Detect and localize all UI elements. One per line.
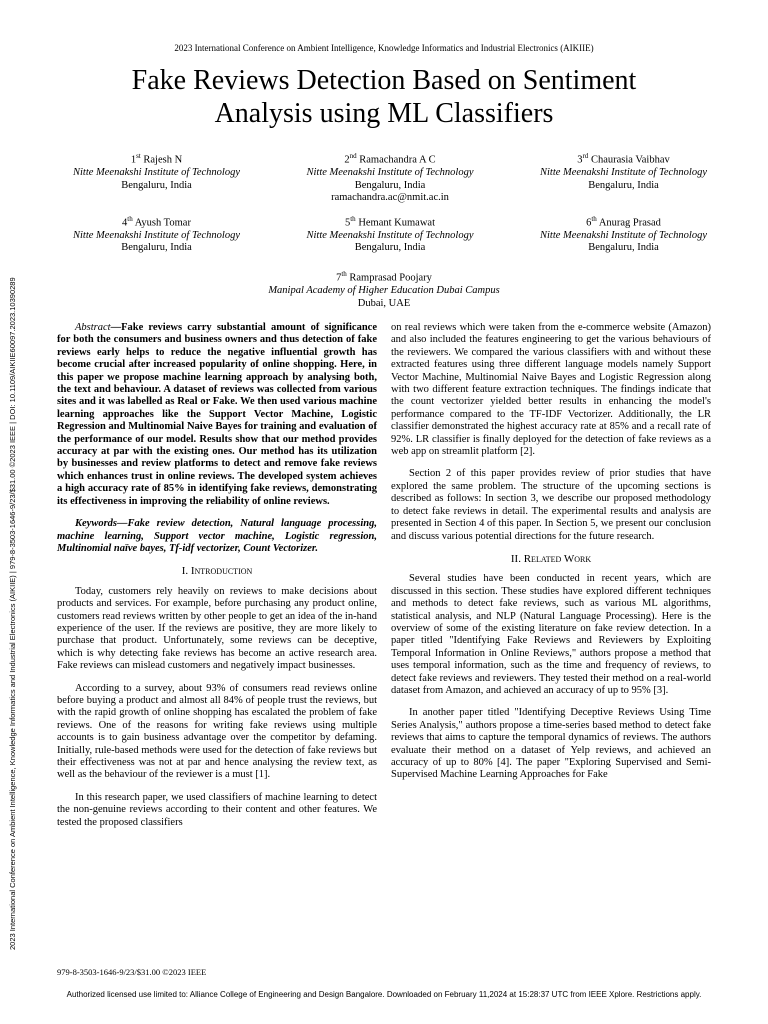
author-location: Bengaluru, India [354,179,426,191]
section-heading-related-work: II. Related Work [510,552,592,565]
author-2: 2nd Ramachandra A C Nitte Meenakshi Institute of Technology Bengaluru, India ramachandra.ac@nmit.ac.in [274,150,507,205]
author-affiliation: Nitte Meenakshi Institute of Technology [306,167,474,178]
paragraph: Today, customers rely heavily on reviews to make decisions about products and services. For example, before purchasing any product online, customers read reviews written by other people to get an idea of the in-hand experience of the user. If the reviews are positive, they are more likely to purchase that product. Unfortunately, some reviews can be deceptive, which is why detecting fake reviews has become an active research area. Fake reviews can mislead customers and negatively impact businesses. [57,585,377,672]
author-5: 5th Hemant Kumawat Nitte Meenakshi Institute of Technology Bengaluru, India [274,213,507,255]
author-email: ramachandra.ac@nmit.ac.in [331,192,449,203]
section-heading-introduction: I. Introduction [181,565,253,578]
author-name: Ayush Tomar [134,217,191,228]
paper-title [80,64,688,130]
abstract-text: —Fake reviews carry substantial amount of significance for both the consumers and business owners and thus detection of fake reviews early helps to reduce the negative influential growth has become crucial after increased popularity of online shopping. Here, in this paper we propose machine learning approach by analysing both, the text and behaviour. A dataset of reviews was collected from various sites and it was labelled as Real or Fake. We then used various machine learning approaches like the Support Vector Machine, Logistic Regression and Multinomial Naive Bayes for training and evaluation of the performance of our model. Results show that our method provides accuracy at par with the existing ones. Our method has its utilization by businesses and review platforms to detect and remove fake reviews which enhances trust in online reviews. The developed system achieves a high accuracy rate of 85% in identifying fake reviews, demonstrating its effectiveness in improving the reliability of online reviews. [57,322,377,507]
author-name: Hemant Kumawat [358,217,435,228]
license-footer: Authorized licensed use limited to: Alliance College of Engineering and Design Bangalore. Downloaded on February 11,2024 at 15:28:37 UTC from IEEE Xplore. Restrictions apply. [66,990,702,999]
author-7: 7th Ramprasad Poojary Manipal Academy of Higher Education Dubai Campus Dubai, UAE [234,268,534,310]
abstract [57,322,377,508]
author-1: 1st Rajesh N Nitte Meenakshi Institute of Technology Bengaluru, India [40,150,273,205]
right-column [391,322,711,792]
author-affiliation: Nitte Meenakshi Institute of Technology [72,167,240,178]
author-location: Bengaluru, India [588,242,659,253]
author-name: Ramprasad Poojary [349,272,432,284]
author-location: Bengaluru, India [121,179,192,191]
author-4: 4th Ayush Tomar Nitte Meenakshi Institute of Technology Bengaluru, India [40,213,273,255]
left-column [57,322,377,839]
author-affiliation: Nitte Meenakshi Institute of Technology [72,229,240,241]
paragraph: Several studies have been conducted in recent years, which are discussed in this section. These studies have explored different techniques and methods to detect fake reviews, such as various ML algorithms, statistical analysis, and NLP (Natural Language Processing). Here is the overview of some of the existing literature on fake review detection. In a paper titled "Identifying Fake Reviews and Reviewers by Exploiting Temporal Information in Online Reviews," authors propose a method that uses temporal information, such as the time and frequency of reviews, to detect fake reviews and reviewers. They tested their method on a real-world dataset from Amazon, and achieved an accuracy of up to 95% [3]. [391,573,711,696]
author-name: Rajesh N [143,154,183,166]
abstract-lead: Abstract [75,322,111,333]
author-name: Chaurasia Vaibhav [590,154,670,166]
title-line-2: Analysis using ML Classifiers [214,98,554,129]
paragraph: According to a survey, about 93% of consumers read reviews online before buying a product and almost all 84% of people trust the reviews, but with the rapid growth of online shopping has escalated the problem of fake reviews. One of the reasons for writing fake reviews using multiple accounts is to gain business advantage over the competitor by defaming. Initially, rule-based methods were used for the detection of fake reviews but their effectiveness was not at par and hence analysing the review text, as well as the behaviour of the reviewer is a must [1]. [57,682,377,781]
author-3: 3rd Chaurasia Vaibhav Nitte Meenakshi Institute of Technology Bengaluru, India [507,150,740,205]
author-6: 6th Anurag Prasad Nitte Meenakshi Institute of Technology Bengaluru, India [507,213,740,255]
paragraph: on real reviews which were taken from the e-commerce website (Amazon) and also included the features engineering to get the various behaviours of the reviewers. We compared the various classifiers with and without these extracted features using three different language models namely Support Vector Machine, Multinomial Naive Bayes and Logistic Regression along with two different feature extraction techniques. The findings indicate that the count vectorizer yielded better results in enhancing the model's performance compared to the TF-IDF Vectorizer. Additionally, the LR classifier demonstrated the highest accuracy rate at 85% and a recall rate of 92%. LR classifier is finally deployed for the detection of fake reviews as a web app on streamlit platform [2]. [391,322,711,458]
author-location: Bengaluru, India [354,242,426,253]
paragraph: In this research paper, we used classifiers of machine learning to detect the non-genuine reviews according to their content and other features. We tested the proposed classifiers [57,791,377,828]
author-affiliation: Nitte Meenakshi Institute of Technology [539,229,707,241]
side-margin-citation: 2023 International Conference on Ambient Intelligence, Knowledge Informatics and Industrial Electronics (AIKIIE) | 979-8-3503-1646-9/23/$31.00 ©2023 IEEE | DOI: 10.1109/AIKIIE60097.2023.10390289 [8,277,17,950]
author-name: Anurag Prasad [598,217,661,228]
paragraph: Section 2 of this paper provides review of prior studies that have explored the same problem. The structure of the upcoming sections is described as follows: In section 3, we describe our proposed methodology to detect fake reviews in detail. The experimental results and analysis are presented in Section 4 of this paper. In Section 5, we present our conclusion and discuss various potential directions for the future research. [391,468,711,542]
paragraph: In another paper titled "Identifying Deceptive Reviews Using Time Series Analysis," authors propose a time-series based method to detect fake reviews that aims to capture the temporal dynamics of reviews. The authors evaluate their method on a dataset of Yelp reviews, and achieved an accuracy of up to 80% [4]. The paper "Exploring Supervised and Semi-Supervised Machine Learning Approaches for Fake [391,707,711,781]
author-location: Dubai, UAE [357,297,411,309]
title-line-1: Fake Reviews Detection Based on Sentiment [131,65,637,96]
author-name: Ramachandra A C [359,154,436,166]
author-block [40,150,740,263]
keywords: Keywords—Fake review detection, Natural language processing, machine learning, Support vector machine, Logistic regression, Multinomial naïve bayes, Tf-idf vectorizer, Count Vectorizer. [57,518,377,554]
author-row-1 [40,150,740,205]
author-row-2 [40,213,740,255]
author-location: Bengaluru, India [588,179,659,191]
author-affiliation: Manipal Academy of Higher Education Dubai Campus [268,285,500,296]
author-location: Bengaluru, India [121,242,192,253]
author-affiliation: Nitte Meenakshi Institute of Technology [306,229,474,241]
copyright-notice: 979-8-3503-1646-9/23/$31.00 ©2023 IEEE [57,967,207,977]
conference-header: 2023 International Conference on Ambient Intelligence, Knowledge Informatics and Industrial Electronics (AIKIIE) [174,43,594,53]
author-affiliation: Nitte Meenakshi Institute of Technology [539,167,707,178]
